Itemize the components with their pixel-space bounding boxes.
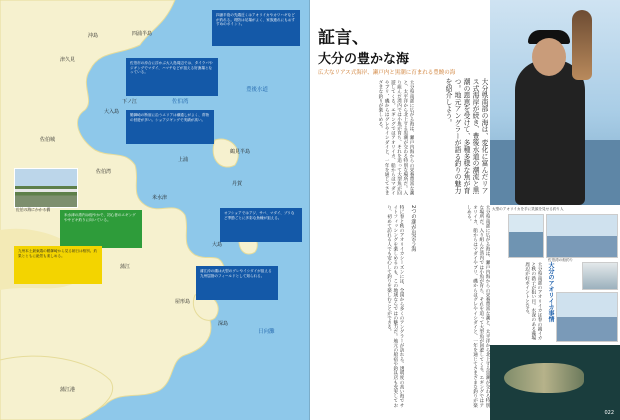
map-note-3: 鶴御崎の断崖に沿うエリアは潮通しがよく、青物の回遊が多い。ショアジギングで実績が高い。 bbox=[126, 110, 214, 144]
place-ijikishima: 沖島 bbox=[88, 33, 99, 39]
map-note-6: オフショアではアジ、サバ、マダイ、ブリなど季節ごとに多彩な魚種が狙える。 bbox=[220, 208, 302, 242]
sea-hyuga: 日向灘 bbox=[258, 329, 275, 335]
place-niwa: 丹賀 bbox=[232, 181, 243, 187]
body-heading: 2つの潮が出会う海 bbox=[410, 205, 416, 252]
place-oshima: 大島 bbox=[212, 242, 223, 248]
place-yakishima: 屋形島 bbox=[175, 299, 191, 305]
body-text-2: 特に春と秋のアオリイカシーズンには、全国から多くのアングラーが訪れる。透明度の高い海でサイトフィッシングを楽しめるのも、この地域ならではの魅力だ。地元の船宿や釣具店も充実しており、初めて訪れる人でも安心して釣りを楽しむことができる。 bbox=[386, 205, 404, 408]
bridge-photo-caption: 佐伯の海にかかる橋 bbox=[16, 207, 51, 212]
place-ogata: 大入島 bbox=[104, 109, 120, 115]
thumb-island-photo bbox=[546, 214, 618, 258]
place-tsurumi: 鶴見半島 bbox=[230, 149, 251, 155]
place-saiki-jo: 佐伯城 bbox=[40, 137, 56, 143]
place-yonozu: 四浦半島 bbox=[132, 31, 153, 37]
squid bbox=[572, 10, 592, 80]
page-number: 022 bbox=[604, 410, 614, 416]
place-meiji: 米水津 bbox=[152, 195, 168, 201]
box-body: 大分県南部のアオリイカは春の親イカと秋の新子が狙い目。水深のある藻場周辺が好ポイントとなる。 bbox=[524, 262, 542, 341]
thumb-caption-1: 佐伯湾の船釣り bbox=[548, 258, 574, 262]
article-title-line1: 証言、 bbox=[318, 28, 369, 48]
body-text-1: 大分県南部に広がる海は、瀬戸内海からの栄養豊富な潮と、太平洋から北上する黒潮が交わる特別な場所だ。入り組んだ湾内では小魚が育ち、それを追って大型魚が回遊してくる。エギングではアオリイカ、船からはマダイやブリ、磯からはグレやイシダイと、一年を通じてさまざまな釣りが楽しめる。 bbox=[377, 80, 414, 195]
map-note-4: 米水津の湾内は穏やかで、初心者のエギングやサビキ釣りに向いている。 bbox=[60, 210, 142, 248]
place-shitanoe: 下ノ江 bbox=[122, 99, 138, 105]
place-kamae: 蒲江港 bbox=[60, 387, 76, 393]
intro-text: 大分県南部の海は、変化に富んだリアス式海岸が続き、豊後水道の潮流と黒潮の恩恵を受けて、多種多様な魚が育つ。地元アングラーが語る釣りの魅力を紹介しよう。 bbox=[444, 78, 488, 194]
hero-photo bbox=[490, 0, 620, 205]
place-tsukumi: 津久見 bbox=[60, 57, 76, 63]
map-note-1: 四浦半島の先端近くはアオリイカやカワハギなどが釣れる。堤防は足場がよく、家族連れにもおすすめのポイント。 bbox=[212, 10, 300, 46]
map-note-7: 蒲江沖の磯は大型のグレやイシダイが狙える九州屈指のフィールドとして知られる。 bbox=[196, 266, 278, 300]
map-note-5: 九州本土最東端の鶴御崎から見る朝日は格別。釣果とともに絶景も楽しめる。 bbox=[14, 246, 102, 284]
bridge-photo bbox=[14, 168, 78, 208]
thumb-islands-photo bbox=[556, 292, 618, 342]
place-saiki-bay: 佐伯湾 bbox=[96, 169, 112, 175]
thumb-boat-photo bbox=[508, 214, 544, 258]
article-page bbox=[310, 0, 620, 420]
article-title-line2: 大分の豊かな海 bbox=[318, 52, 410, 67]
body-text-3: 大分県南部に広がる海は、瀬戸内海からの栄養豊富な潮と、太平洋から北上する黒潮が交わる特別な場所だ。入り組んだ湾内では小魚が育ち、それを追って大型魚が回遊してくる。エギングではアオリイカ、船からはマダイやブリ、磯からはグレやイシダイと、一年を通じてさまざまな釣りが楽しめる。 bbox=[466, 205, 490, 408]
place-kamiura: 上浦 bbox=[178, 157, 189, 163]
thumb-people-photo bbox=[582, 262, 618, 290]
article-lead: 広大なリアス式海岸、瀬戸内と黒潮に育まれる豊饒の海 bbox=[318, 70, 456, 76]
sea-kumano: 佐伯湾 bbox=[172, 99, 189, 105]
sea-bungo: 豊後水道 bbox=[246, 87, 269, 93]
map-note-2: 佐伯市の沖合に浮かぶ大入島周辺では、タイラバやジギングでマダイ、ハマチなどが狙える好漁場となっている。 bbox=[126, 58, 218, 96]
fish-photo bbox=[490, 345, 620, 420]
place-kanou: 蒲江 bbox=[120, 264, 131, 270]
hero-caption: 大型のアオリイカを手に笑顔を見せる釣り人 bbox=[492, 207, 564, 211]
box-heading: 大分のアオリイカ事情 bbox=[547, 262, 554, 322]
article-title bbox=[318, 28, 409, 70]
place-deep: 深島 bbox=[218, 321, 229, 327]
